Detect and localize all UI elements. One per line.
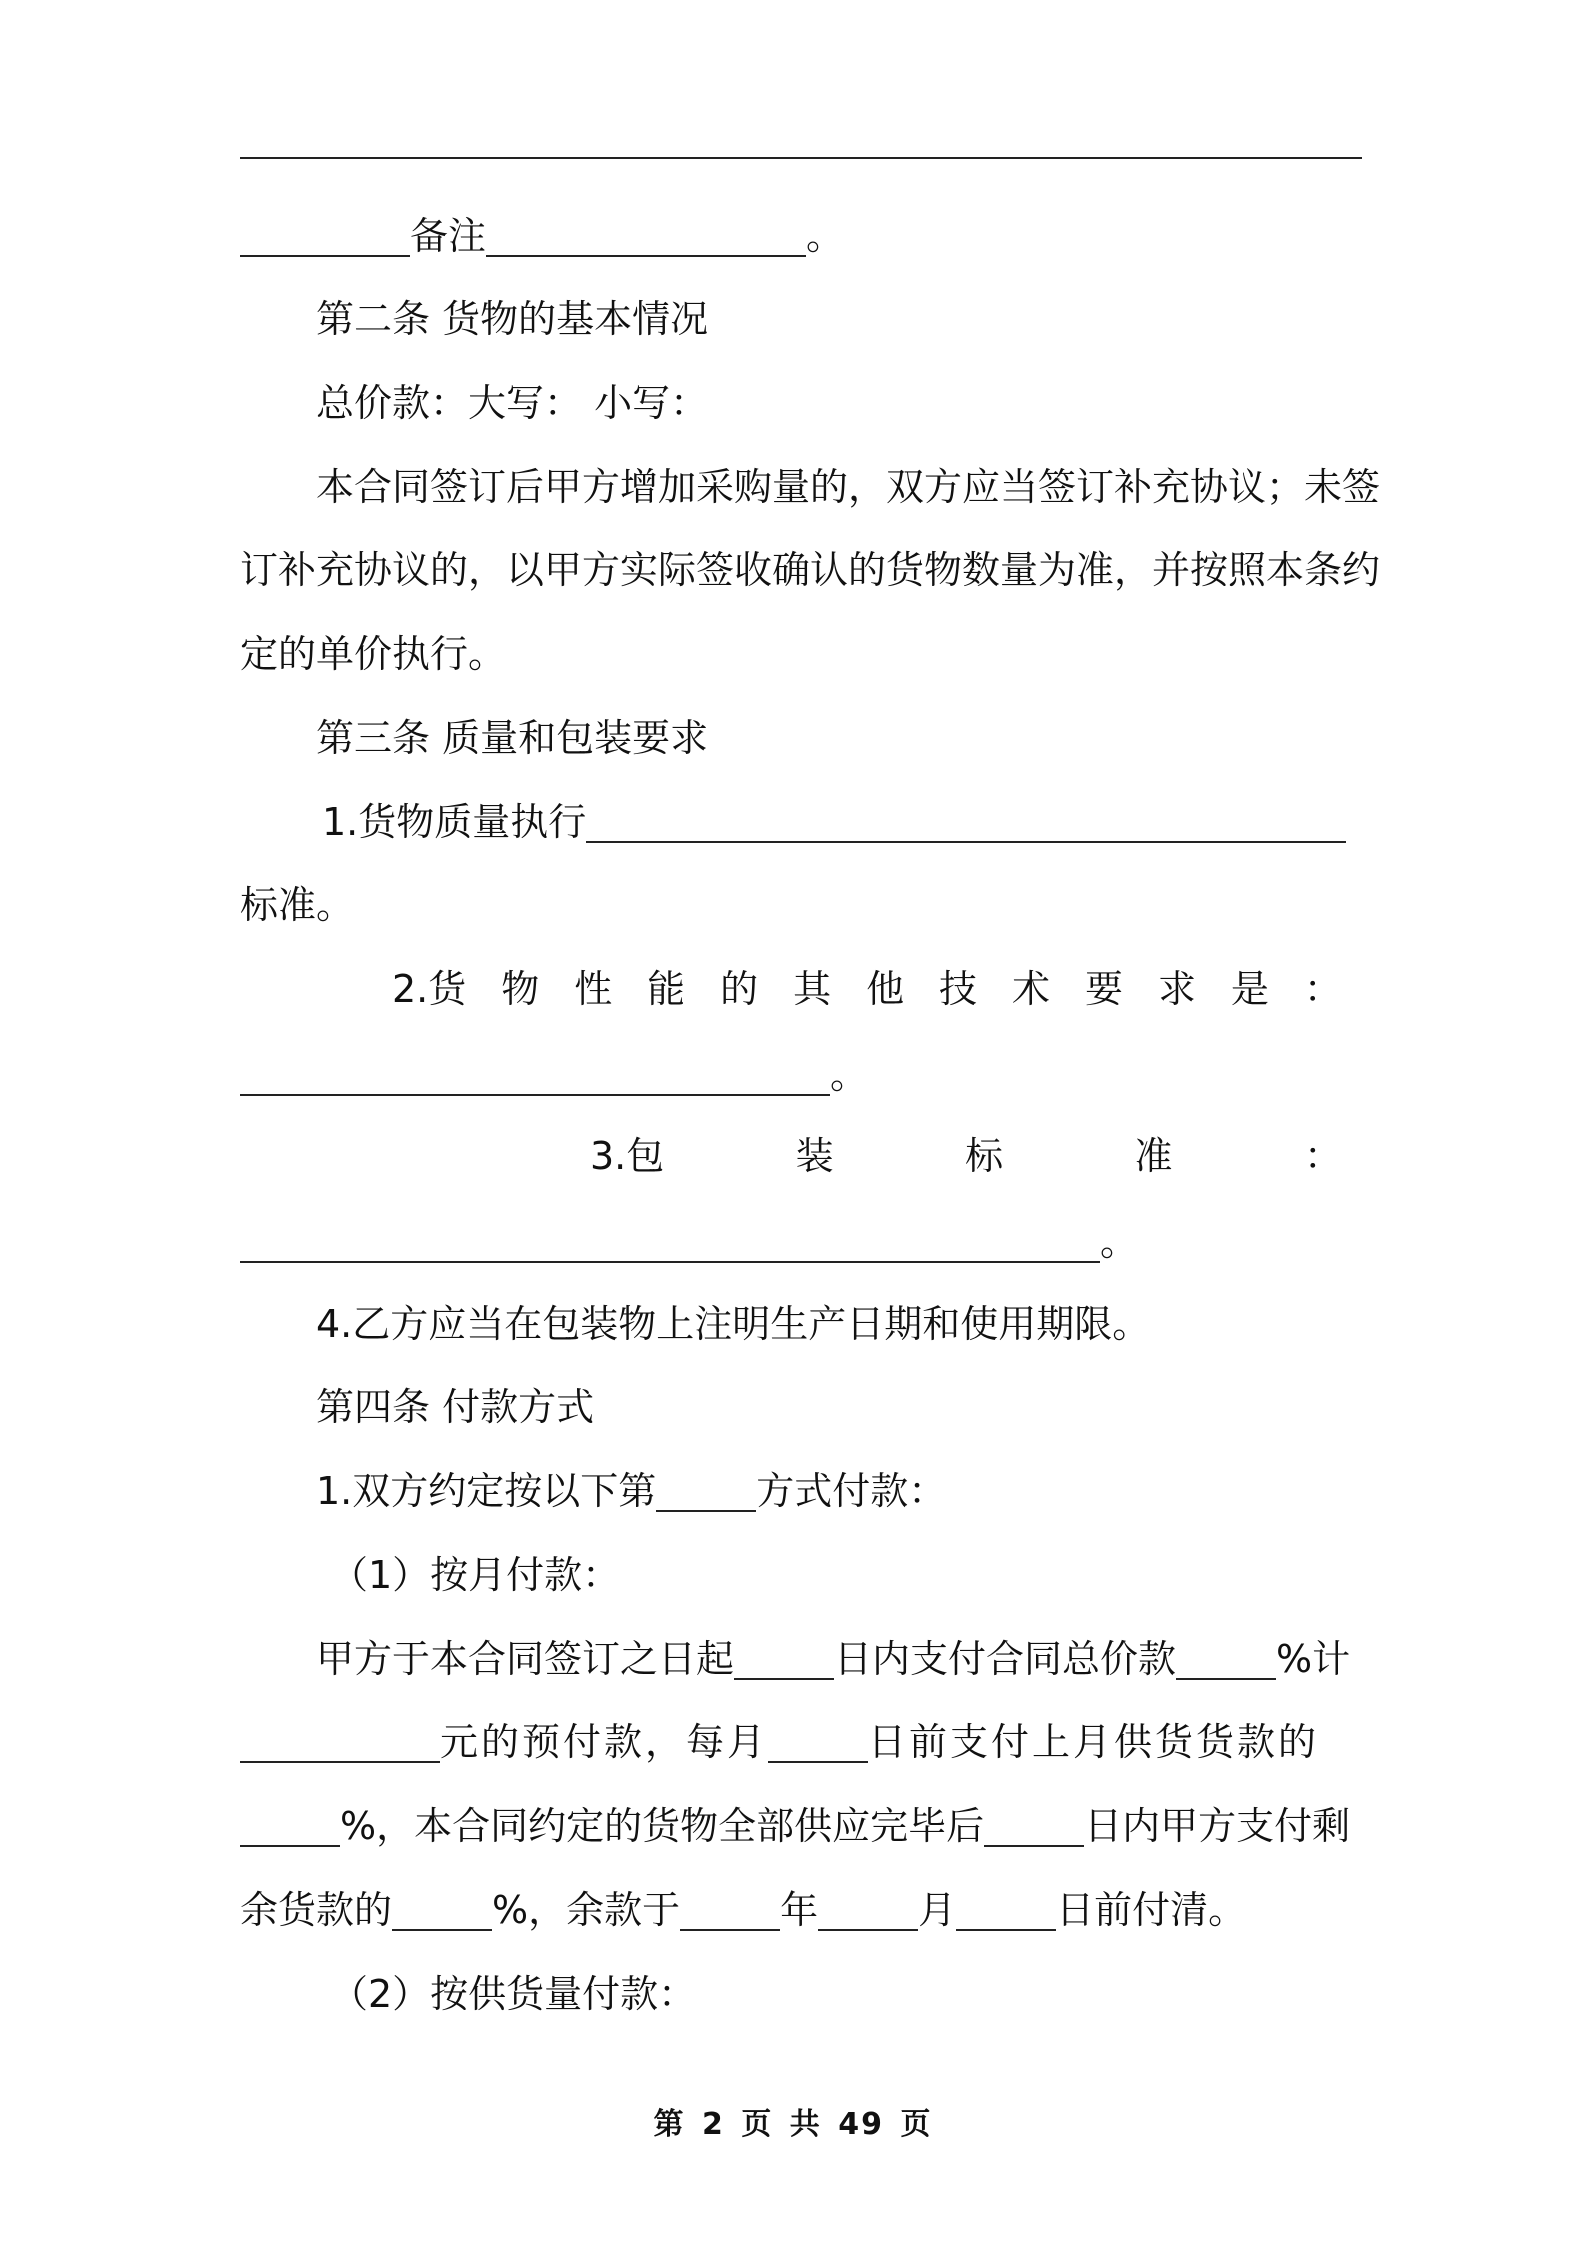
payment-line: 余货款的 %，余款于 年 月 日前付清。	[240, 1888, 1247, 1932]
blank-field	[240, 1056, 830, 1096]
blank-field	[680, 1891, 780, 1931]
blank-field	[240, 1723, 440, 1763]
quality-item-1-end: 标准。	[240, 883, 355, 927]
article-2-title: 第二条 货物的基本情况	[316, 297, 709, 341]
blank-field	[984, 1807, 1084, 1847]
article-4-title: 第四条 付款方式	[316, 1385, 595, 1429]
quality-item-3: 3.包 装 标 准 ：	[590, 1134, 1342, 1178]
header-rule	[240, 157, 1362, 159]
quality-item-1: 1.货物质量执行	[322, 800, 1362, 846]
page-footer: 第 2 页 共 49 页	[653, 2107, 933, 2142]
paragraph-line: 本合同签订后甲方增加采购量的，双方应当签订补充协议；未签	[316, 465, 1381, 509]
paragraph-line: 定的单价执行。	[240, 632, 507, 676]
blank-field	[956, 1891, 1056, 1931]
payment-line: 甲方于本合同签订之日起 日内支付合同总价款 %计	[316, 1637, 1351, 1681]
quality-item-2-blank: 。	[240, 1053, 1362, 1099]
blank-field	[392, 1891, 492, 1931]
remark-line: 备注 。	[240, 214, 1362, 260]
quality-item-3-blank: 。	[240, 1220, 1362, 1266]
payment-item-1: 1.双方约定按以下第 方式付款：	[316, 1469, 947, 1513]
paragraph-line: 订补充协议的，以甲方实际签收确认的货物数量为准，并按照本条约	[240, 548, 1381, 592]
payment-volume-title: （2）按供货量付款：	[330, 1972, 697, 2016]
blank-field	[656, 1472, 756, 1512]
payment-monthly-title: （1）按月付款：	[330, 1553, 621, 1597]
blank-field	[768, 1723, 868, 1763]
quality-item-2: 2.货 物 性 能 的 其 他 技 术 要 求 是 ：	[392, 967, 1342, 1011]
blank-field	[1176, 1640, 1276, 1680]
total-price-line: 总价款：大写： 小写：	[316, 381, 709, 425]
article-3-title: 第三条 质量和包装要求	[316, 716, 709, 760]
blank-field	[240, 1223, 1100, 1263]
blank-field	[240, 217, 410, 257]
blank-field	[818, 1891, 918, 1931]
blank-field	[486, 217, 806, 257]
blank-field	[734, 1640, 834, 1680]
blank-field	[240, 1807, 340, 1847]
blank-field	[586, 803, 1346, 843]
quality-item-4: 4.乙方应当在包装物上注明生产日期和使用期限。	[316, 1302, 1151, 1346]
current-page-number: 2	[702, 2107, 725, 2142]
payment-line: 元的预付款，每月 日前支付上月供货货款的	[240, 1720, 1362, 1766]
total-page-count: 49	[838, 2107, 884, 2142]
payment-line: %，本合同约定的货物全部供应完毕后 日内甲方支付剩	[240, 1804, 1362, 1850]
